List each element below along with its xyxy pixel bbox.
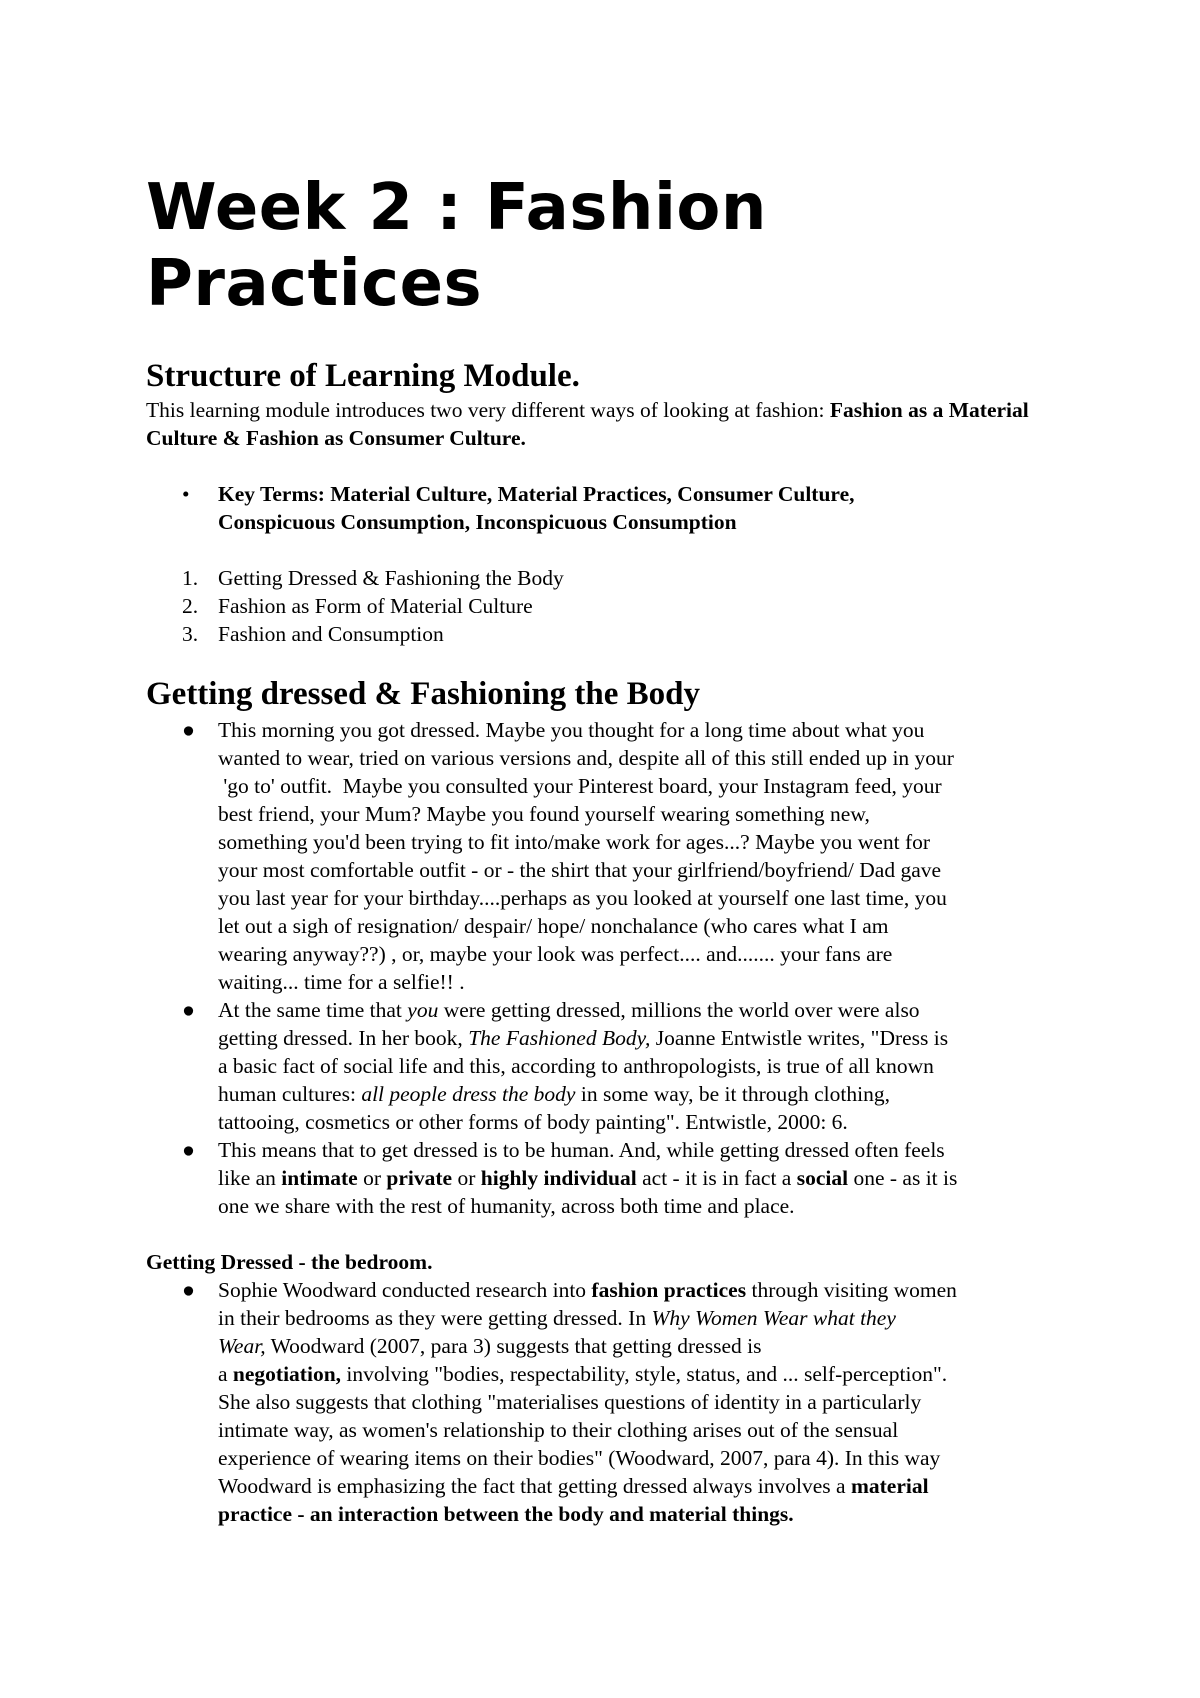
text-fragment: Sophie Woodward conducted research into — [218, 1278, 592, 1302]
bullet-icon: ● — [182, 1278, 195, 1302]
text-line: a basic fact of social life and this, according to anthropologists, is true of all known — [218, 1054, 934, 1078]
text-line: you last year for your birthday....perhaps as you looked at yourself one last time, you — [218, 886, 947, 910]
text-fragment: Joanne Entwistle writes, "Dress is — [650, 1026, 949, 1050]
structure-intro — [146, 396, 1086, 452]
getting-dressed-list — [146, 716, 1086, 1220]
book-title: Why Women Wear what they — [651, 1306, 896, 1330]
book-title: The Fashioned Body, — [468, 1026, 651, 1050]
text-fragment: Woodward (2007, para 3) suggests that getting dressed is — [265, 1334, 762, 1358]
list-item — [146, 592, 1086, 620]
list-item — [146, 564, 1086, 592]
emphasis-text: all people dress the body — [361, 1082, 576, 1106]
book-title: Wear, — [218, 1334, 266, 1358]
text-line: best friend, your Mum? Maybe you found yourself wearing something new, — [218, 802, 870, 826]
bold-term: negotiation, — [232, 1362, 342, 1386]
list-item — [146, 620, 1086, 648]
topics-list — [146, 564, 1086, 648]
text-fragment: through visiting women — [746, 1278, 957, 1302]
text-fragment: involving "bodies, respectability, style, status, and ... self-perception". — [341, 1362, 948, 1386]
page-title — [146, 170, 1086, 322]
text-fragment: one - as it is — [848, 1166, 958, 1190]
text-line: let out a sigh of resignation/ despair/ hope/ nonchalance (who cares what I am — [218, 914, 889, 938]
bullet-icon: ● — [182, 1138, 195, 1162]
bold-term: private — [386, 1166, 453, 1190]
structure-intro-text: This learning module introduces two very different ways of looking at fashion: — [146, 398, 830, 422]
bold-term: fashion practices — [591, 1278, 747, 1302]
key-terms-item — [146, 480, 1086, 536]
text-fragment: At the same time that — [218, 998, 408, 1022]
bold-term: practice - an interaction between the body and material things. — [218, 1502, 794, 1526]
text-line: wearing anyway??) , or, maybe your look was perfect.... and....... your fans are — [218, 942, 893, 966]
text-line: your most comfortable outfit - or - the shirt that your girlfriend/boyfriend/ Dad gave — [218, 858, 942, 882]
list-item-text: Getting Dressed & Fashioning the Body — [218, 566, 564, 590]
bedroom-list — [146, 1276, 1086, 1528]
page-title-line-2: Practices — [146, 247, 483, 321]
bullet-icon: ● — [182, 998, 195, 1022]
structure-heading: Structure of Learning Module. — [146, 358, 580, 394]
list-item-text: Fashion as Form of Material Culture — [218, 594, 533, 618]
list-item-number: 3. — [182, 622, 199, 646]
key-terms-line-2: Conspicuous Consumption, Inconspicuous Consumption — [218, 510, 737, 534]
text-fragment: were getting dressed, millions the world over were also — [438, 998, 920, 1022]
bedroom-subheading: Getting Dressed - the bedroom. — [146, 1250, 433, 1274]
text-fragment: or — [452, 1166, 481, 1190]
text-fragment: human cultures: — [218, 1082, 362, 1106]
text-line: something you'd been trying to fit into/make work for ages...? Maybe you went for — [218, 830, 931, 854]
text-line: tattooing, cosmetics or other forms of body painting". Entwistle, 2000: 6. — [218, 1110, 848, 1134]
list-item-text: Fashion and Consumption — [218, 622, 444, 646]
list-item — [146, 716, 1086, 996]
bold-term: social — [796, 1166, 849, 1190]
text-line: This morning you got dressed. Maybe you thought for a long time about what you — [218, 718, 925, 742]
bold-term: intimate — [281, 1166, 358, 1190]
list-item-number: 1. — [182, 566, 199, 590]
text-line: wanted to wear, tried on various versions and, despite all of this still ended up in your — [218, 746, 954, 770]
text-fragment: in their bedrooms as they were getting dressed. In — [218, 1306, 652, 1330]
text-fragment: getting dressed. In her book, — [218, 1026, 469, 1050]
bold-term: material — [850, 1474, 929, 1498]
text-line: one we share with the rest of humanity, across both time and place. — [218, 1194, 795, 1218]
text-line: This means that to get dressed is to be human. And, while getting dressed often feels — [218, 1138, 945, 1162]
list-item-number: 2. — [182, 594, 199, 618]
structure-intro-bold: Fashion as a Material Culture & Fashion as Consumer Culture. — [146, 398, 1029, 450]
text-line: experience of wearing items on their bodies" (Woodward, 2007, para 4). In this way — [218, 1446, 941, 1470]
getting-dressed-heading: Getting dressed & Fashioning the Body — [146, 676, 701, 712]
bold-term: highly individual — [480, 1166, 637, 1190]
list-item — [146, 996, 1086, 1136]
text-line: 'go to' outfit. Maybe you consulted your Pinterest board, your Instagram feed, your — [218, 774, 942, 798]
list-item — [146, 1276, 1086, 1528]
bullet-icon: ● — [182, 718, 195, 742]
text-fragment: or — [357, 1166, 387, 1190]
text-fragment: a — [218, 1362, 233, 1386]
text-line: intimate way, as women's relationship to their clothing arises out of the sensual — [218, 1418, 899, 1442]
key-terms-line-1: Key Terms: Material Culture, Material Practices, Consumer Culture, — [218, 482, 855, 506]
text-fragment: Woodward is emphasizing the fact that getting dressed always involves a — [218, 1474, 851, 1498]
list-item — [146, 1136, 1086, 1220]
text-line: She also suggests that clothing "materialises questions of identity in a particularly — [218, 1390, 922, 1414]
text-fragment: act - it is in fact a — [636, 1166, 797, 1190]
page-title-line-1: Week 2 : Fashion — [146, 171, 767, 245]
document-page — [146, 170, 1086, 1528]
key-terms-list — [146, 480, 1086, 536]
bullet-icon: • — [182, 482, 190, 506]
text-line: waiting... time for a selfie!! . — [218, 970, 465, 994]
text-fragment: in some way, be it through clothing, — [575, 1082, 890, 1106]
emphasis-text: you — [407, 998, 439, 1022]
text-fragment: like an — [218, 1166, 282, 1190]
